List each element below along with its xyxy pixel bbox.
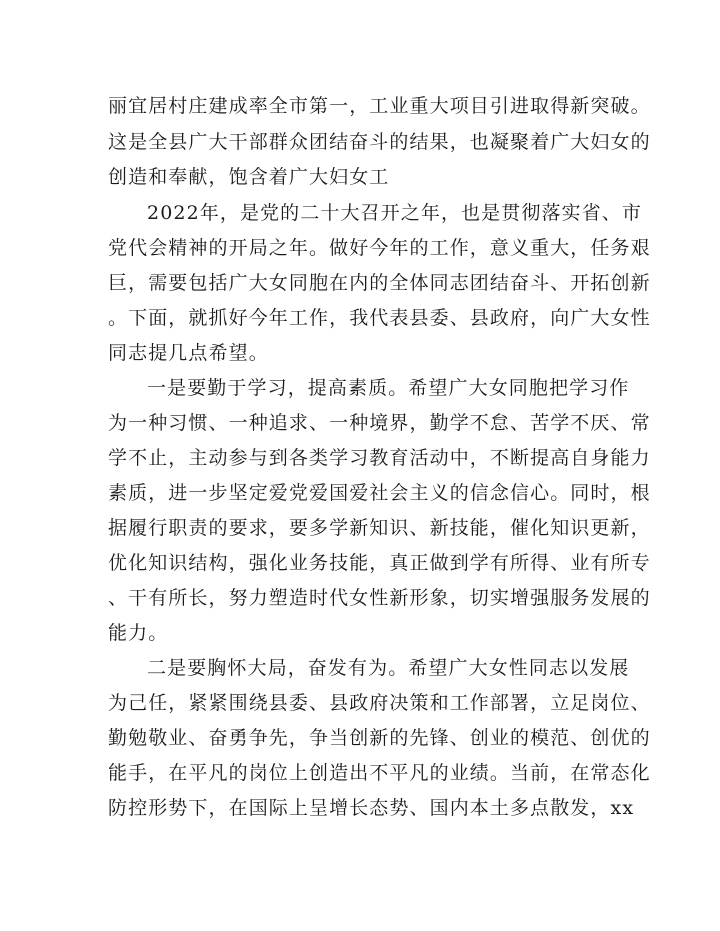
text-line: 、干有所长，努力塑造时代女性新形象，切实增强服务发展的 — [108, 587, 651, 609]
text-line: 据履行职责的要求，要多学新知识、新技能，催化知识更新， — [108, 517, 651, 539]
text-line: 同志提几点希望。 — [108, 342, 269, 364]
text-line: 2022年，是党的二十大召开之年，也是贯彻落实省、市 — [147, 202, 642, 224]
text-line: 。下面，就抓好今年工作，我代表县委、县政府，向广大女性 — [108, 307, 651, 329]
text-line: 党代会精神的开局之年。做好今年的工作，意义重大，任务艰 — [108, 237, 651, 259]
text-line: 为一种习惯、一种追求、一种境界，勤学不怠、苦学不厌、常 — [108, 412, 651, 434]
text-line: 勤勉敬业、奋勇争先，争当创新的先锋、创业的模范、创优的 — [108, 727, 651, 749]
text-line: 一是要勤于学习，提高素质。希望广大女同胞把学习作 — [147, 377, 630, 399]
text-line: 巨，需要包括广大女同胞在内的全体同志团结奋斗、开拓创新 — [108, 272, 651, 294]
text-line: 防控形势下，在国际上呈增长态势、国内本土多点散发，xx — [108, 797, 635, 819]
text-line: 这是全县广大干部群众团结奋斗的结果，也凝聚着广大妇女的 — [108, 131, 651, 153]
text-line: 能手，在平凡的岗位上创造出不平凡的业绩。当前，在常态化 — [108, 762, 651, 784]
text-line: 创造和奉献，饱含着广大妇女工 — [108, 166, 390, 188]
text-line: 为己任，紧紧围绕县委、县政府决策和工作部署，立足岗位、 — [108, 692, 651, 714]
text-line: 素质，进一步坚定爱党爱国爱社会主义的信念信心。同时，根 — [108, 482, 651, 504]
text-line: 学不止，主动参与到各类学习教育活动中，不断提高自身能力 — [108, 447, 651, 469]
text-line: 丽宜居村庄建成率全市第一，工业重大项目引进取得新突破。 — [108, 95, 651, 117]
text-line: 二是要胸怀大局，奋发有为。希望广大女性同志以发展 — [147, 657, 630, 679]
text-line: 能力。 — [108, 622, 169, 644]
text-line: 优化知识结构，强化业务技能，真正做到学有所得、业有所专 — [108, 552, 651, 574]
